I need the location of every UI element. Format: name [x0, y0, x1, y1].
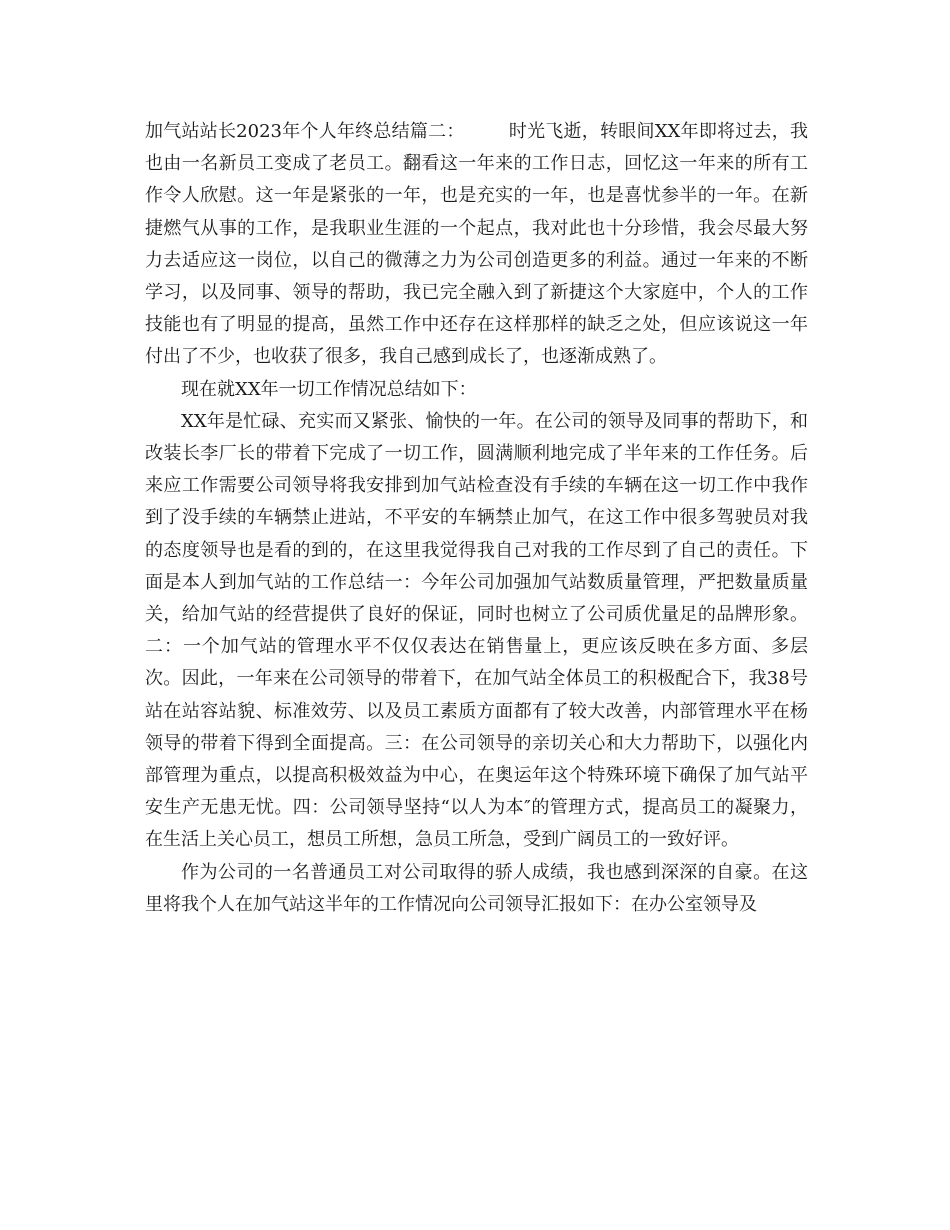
paragraph-1-text: 时光飞逝，转眼间XX年即将过去，我也由一名新员工变成了老员工。翻看这一年来的工作日志，回忆这一年来的所有工作令人欣慰。这一年是紧张的一年，也是充实的一年，也是喜忧参半的一年。在新捷燃气从事的工作，是我职业生涯的一个起点，我对此也十分珍惜，我会尽最大努力去适应这一岗位，以自己的微薄之力为公司创造更多的利益。通过一年来的不断学习，以及同事、领导的帮助，我已完全融入到了新捷这个大家庭中，个人的工作技能也有了明显的提高，虽然工作中还存在这样那样的缺乏之处，但应该说这一年付出了不少，也收获了很多，我自己感到成长了，也逐渐成熟了。: [145, 121, 808, 368]
document-body: [145, 116, 808, 921]
paragraph-3: XX年是忙碌、充实而又紧张、愉快的一年。在公司的领导及同事的帮助下，和改装长李厂长的带着下完成了一切工作，圆满顺利地完成了半年来的工作任务。后来应工作需要公司领导将我安排到加气站检查没有手续的车辆在这一切工作中我作到了没手续的车辆禁止进站，不平安的车辆禁止加气，在这工作中很多驾驶员对我的态度领导也是看的到的，在这里我觉得我自己对我的工作尽到了自己的责任。下面是本人到加气站的工作总结一：今年公司加强加气站数质量管理，严把数量质量关，给加气站的经营提供了良好的保证，同时也树立了公司质优量足的品牌形象。二：一个加气站的管理水平不仅仅表达在销售量上，更应该反映在多方面、多层次。因此，一年来在公司领导的带着下，在加气站全体员工的积极配合下，我38号站在站容站貌、标准效劳、以及员工素质方面都有了较大改善，内部管理水平在杨领导的带着下得到全面提高。三：在公司领导的亲切关心和大力帮助下，以强化内部管理为重点，以提高积极效益为中心，在奥运年这个特殊环境下确保了加气站平安生产无患无忧。四：公司领导坚持“以人为本″的管理方式，提高员工的凝聚力，在生活上关心员工，想员工所想，急员工所急，受到广阔员工的一致好评。: [145, 410, 808, 851]
paragraph-4: 作为公司的一名普通员工对公司取得的骄人成绩，我也感到深深的自豪。在这里将我个人在加气站这半年的工作情况向公司领导汇报如下：在办公室领导及: [145, 861, 808, 915]
opening-paragraph: [145, 116, 808, 374]
paragraph-2: 现在就XX年一切工作情况总结如下：: [181, 378, 477, 400]
document-title: 加气站站长2023年个人年终总结篇二：: [145, 121, 465, 142]
